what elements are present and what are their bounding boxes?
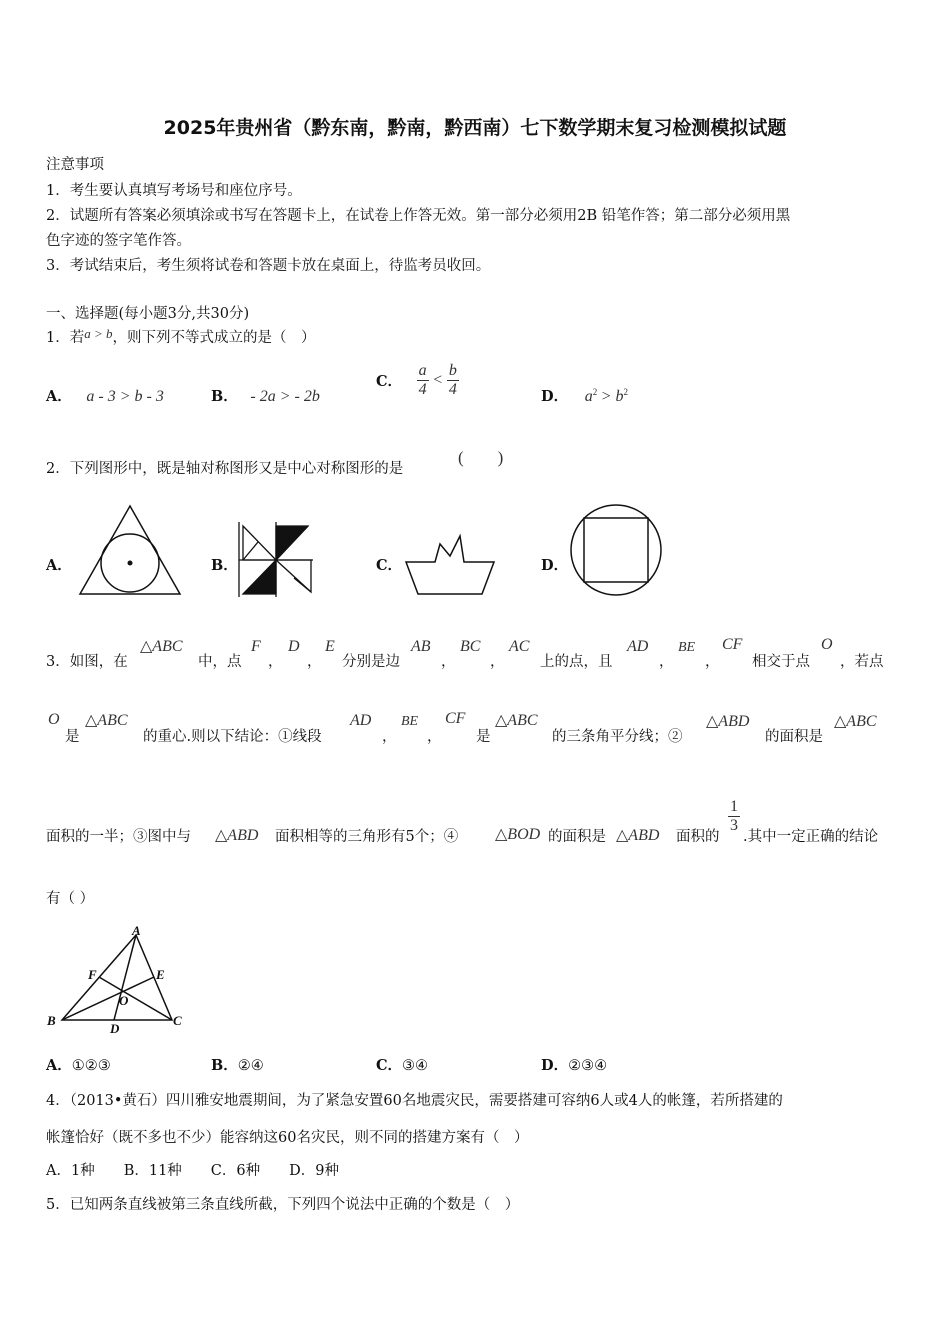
fraction <box>417 362 429 399</box>
option-expr: - 2a > - 2b <box>250 388 320 405</box>
q3-line-4: 有（ ） <box>46 891 95 907</box>
q3-text: 中，点 <box>198 654 242 670</box>
q3-math: O <box>48 711 60 728</box>
q3-math: △ABC <box>495 712 538 729</box>
notice-heading: 注意事项 <box>46 157 104 173</box>
vertex-label-c: C <box>173 1013 182 1028</box>
q3-text: ， <box>382 729 397 745</box>
q3-text: 面积的 <box>676 829 720 845</box>
q3-math: CF <box>445 710 466 727</box>
q1-post: ，则下列不等式成立的是（ ） <box>112 330 316 346</box>
point-label-d: D <box>110 1021 120 1036</box>
notice-item: 3．考试结束后，考生须将试卷和答题卡放在桌面上，待监考员收回。 <box>46 258 491 274</box>
q3-text: ， <box>659 654 674 670</box>
q3-math: F <box>251 638 261 655</box>
q3-option-c <box>376 1054 428 1075</box>
q3-text: 的重心.则以下结论：①线段 <box>143 729 322 745</box>
option-text: ②④ <box>237 1058 264 1074</box>
q3-math: BE <box>678 640 696 655</box>
numerator: 1 <box>730 798 738 815</box>
answer-paren: ( ) <box>458 448 504 467</box>
option-text: ①②③ <box>71 1058 111 1074</box>
option-label: A． <box>46 388 72 405</box>
operator: > <box>601 388 611 405</box>
option-label: C． <box>376 373 403 390</box>
option-label: D． <box>541 388 569 405</box>
q3-text: ， <box>441 654 456 670</box>
q1-option-a <box>46 385 164 406</box>
circle-square-figure <box>566 500 666 600</box>
q3-math: AB <box>411 638 431 655</box>
base: b <box>615 388 624 405</box>
q3-math: CF <box>722 636 743 653</box>
q3-option-d <box>541 1054 607 1075</box>
q1-option-c <box>376 362 459 399</box>
exponent: 2 <box>623 387 628 398</box>
numerator: a <box>418 362 427 379</box>
q3-math: AD <box>627 638 649 655</box>
vertex-label-a: A <box>132 925 141 938</box>
q1-option-d <box>541 385 628 406</box>
denominator: 4 <box>418 381 427 398</box>
triangle-centroid-figure <box>44 925 194 1037</box>
q1-option-b <box>211 385 320 406</box>
q3-math: D <box>288 638 300 655</box>
pinwheel-figure <box>236 520 316 600</box>
q3-option-b <box>211 1054 264 1075</box>
q2-label-c: C． <box>376 557 403 574</box>
q3-text: 的三条角平分线；② <box>552 729 683 745</box>
notice-item: 色字迹的签字笔作答。 <box>46 233 191 249</box>
option-label: B． <box>211 1057 238 1074</box>
denominator: 4 <box>448 381 457 398</box>
q3-math: △ABC <box>140 638 183 655</box>
q3-math: △ABD <box>616 827 660 844</box>
q3-math: △ABD <box>215 827 259 844</box>
section-heading: 一、选择题(每小题3分,共30分) <box>46 306 250 322</box>
q3-text: ，若点 <box>840 654 884 670</box>
q2-label-b: B． <box>211 557 238 574</box>
q3-text: 上的点，且 <box>540 654 613 670</box>
option-label: B． <box>211 388 238 405</box>
q1-pre: 1．若 <box>46 330 85 346</box>
numerator: b <box>448 362 457 379</box>
q3-text: 是 <box>65 729 80 745</box>
q3-math: △BOD <box>495 826 541 843</box>
q3-text: 是 <box>476 729 491 745</box>
q2-label-a: A． <box>46 557 72 574</box>
question-2-stem: 2．下列图形中，既是轴对称图形又是中心对称图形的是 <box>46 461 404 477</box>
exponent: 2 <box>592 387 598 398</box>
q3-math: AC <box>509 638 530 655</box>
vertex-label-b: B <box>47 1013 56 1028</box>
q3-text: 面积的一半；③图中与 <box>46 829 191 845</box>
fraction-one-third <box>728 798 740 835</box>
point-label-f: F <box>88 967 97 982</box>
notice-item: 1．考生要认真填写考场号和座位序号。 <box>46 183 302 199</box>
question-4-line-1: 4．（2013•黄石）四川雅安地震期间，为了紧急安置60名地震灾民，需要搭建可容纳6人或4人的帐篷，若所搭建的 <box>46 1093 783 1109</box>
question-4-line-2: 帐篷恰好（既不多也不少）能容纳这60名灾民，则不同的搭建方案有（ ） <box>46 1130 529 1146</box>
q3-line-1-a: 3．如图，在 <box>46 654 128 670</box>
q3-text: 分别是边 <box>342 654 400 670</box>
question-5-stem: 5．已知两条直线被第三条直线所截，下列四个说法中正确的个数是（ ） <box>46 1197 520 1213</box>
q3-math: AD <box>350 712 372 729</box>
q3-math: △ABC <box>85 712 128 729</box>
q3-math: BE <box>401 714 419 729</box>
q3-math: BC <box>460 638 481 655</box>
q3-text: 面积相等的三角形有5个；④ <box>275 829 459 845</box>
option-expr: a - 3 > b - 3 <box>86 388 164 405</box>
q3-text: ， <box>268 654 283 670</box>
q3-text: ， <box>490 654 505 670</box>
fraction <box>447 362 459 399</box>
option-label: D． <box>541 1057 569 1074</box>
operator: < <box>433 371 443 389</box>
q3-math: △ABD <box>706 713 750 730</box>
q3-text: .其中一定正确的结论 <box>743 829 879 845</box>
boat-figure <box>402 532 498 598</box>
base: a <box>584 388 593 405</box>
option-label: A． <box>46 1057 72 1074</box>
q3-math: O <box>821 636 833 653</box>
point-label-o: O <box>119 993 129 1008</box>
q3-text: ， <box>427 729 442 745</box>
question-4-options: A．1种 B．11种 C．6种 D．9种 <box>46 1163 339 1179</box>
page-title: 2025年贵州省（黔东南，黔南，黔西南）七下数学期末复习检测模拟试题 <box>163 117 787 139</box>
q3-text: ， <box>705 654 720 670</box>
question-1-stem <box>46 326 316 347</box>
point-label-e: E <box>156 967 165 982</box>
option-text: ③④ <box>402 1058 429 1074</box>
notice-item: 2．试题所有答案必须填涂或书写在答题卡上，在试卷上作答无效。第一部分必须用2B 铅笔作答；第二部分必须用黑 <box>46 208 791 224</box>
denominator: 3 <box>730 817 738 834</box>
q3-math: △ABC <box>834 713 877 730</box>
q3-text: ， <box>307 654 322 670</box>
q3-math: E <box>325 638 335 655</box>
triangle-incircle-figure <box>76 500 186 600</box>
option-label: C． <box>376 1057 403 1074</box>
q3-option-a <box>46 1054 111 1075</box>
q1-condition: a > b <box>84 326 113 341</box>
q2-label-d: D． <box>541 557 569 574</box>
q3-text: 的面积是 <box>548 829 606 845</box>
q3-text: 的面积是 <box>765 729 823 745</box>
option-text: ②③④ <box>568 1058 608 1074</box>
q3-text: 相交于点 <box>752 654 810 670</box>
